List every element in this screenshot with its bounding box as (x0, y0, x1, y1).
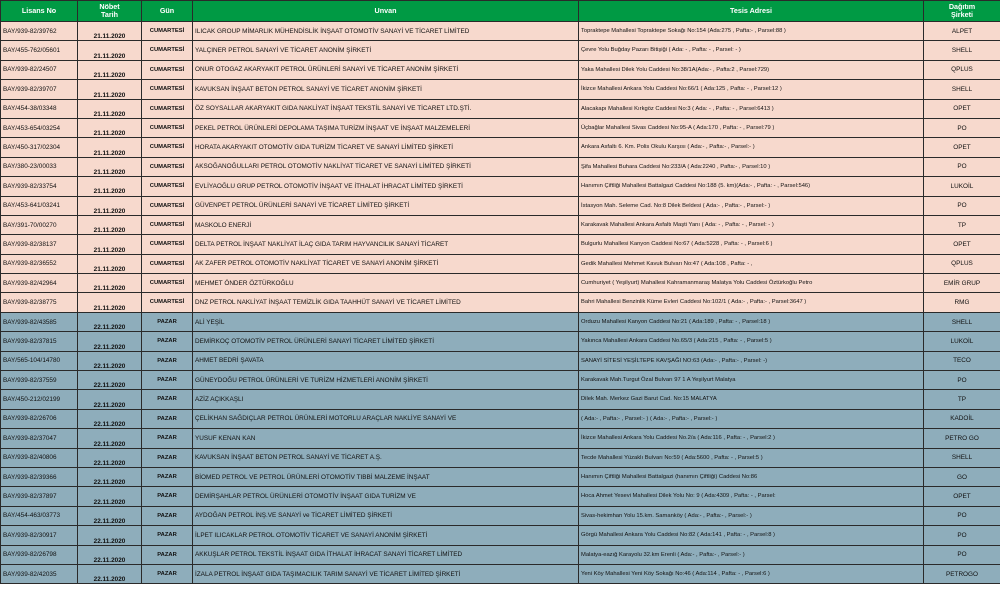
cell-lisans: BAY/450-212/02199 (1, 390, 78, 409)
cell-lisans: BAY/939-82/39762 (1, 22, 78, 41)
cell-lisans: BAY/453-654/03254 (1, 118, 78, 137)
cell-tarih: 22.11.2020 (78, 467, 142, 486)
cell-gun: PAZAR (142, 312, 193, 331)
cell-gun: PAZAR (142, 390, 193, 409)
cell-adres: ( Ada:- , Pafta:- , Parsel:- ) ( Ada:- , Pafta:- , Parsel:- ) (579, 409, 924, 428)
cell-gun: PAZAR (142, 409, 193, 428)
table-row (1, 235, 1000, 254)
cell-lisans: BAY/939-82/39366 (1, 467, 78, 486)
cell-adres: Yaka Mahallesi Dilek Yolu Caddesi No:38/1A(Ada:- , Pafta:2 , Parsel:729) (579, 60, 924, 79)
cell-tarih: 22.11.2020 (78, 351, 142, 370)
table-row (1, 22, 1000, 41)
header-dagitim (924, 1, 1000, 22)
cell-tarih: 21.11.2020 (78, 60, 142, 79)
cell-gun: CUMARTESİ (142, 41, 193, 60)
cell-dagitim: ALPET (924, 22, 1000, 41)
cell-tarih: 22.11.2020 (78, 448, 142, 467)
cell-lisans: BAY/454-38/03348 (1, 99, 78, 118)
cell-lisans: BAY/939-82/39707 (1, 80, 78, 99)
cell-dagitim: QPLUS (924, 254, 1000, 273)
cell-unvan: İZALA PETROL İNŞAAT GIDA TAŞIMACILIK TARIM SANAYİ VE TİCARET LİMİTED ŞİRKETİ (193, 564, 579, 583)
cell-lisans: BAY/939-82/30917 (1, 526, 78, 545)
cell-tarih: 22.11.2020 (78, 409, 142, 428)
cell-dagitim: SHELL (924, 41, 1000, 60)
cell-lisans: BAY/939-82/42964 (1, 274, 78, 293)
cell-unvan: DELTA PETROL İNŞAAT NAKLİYAT İLAÇ GIDA TARIM HAYVANCILIK SANAYİ TİCARET (193, 235, 579, 254)
cell-gun: PAZAR (142, 564, 193, 583)
table-row (1, 526, 1000, 545)
cell-unvan: MASKOLO ENERJİ (193, 215, 579, 234)
cell-adres: Görgü Mahallesi Ankara Yolu Caddesi No:82 ( Ada:141 , Pafta: - , Parsel:8 ) (579, 526, 924, 545)
cell-adres: Dilek Mah. Merkez Gazi Barut Cad. No:15 MALATYA (579, 390, 924, 409)
cell-tarih: 21.11.2020 (78, 196, 142, 215)
table-row (1, 409, 1000, 428)
cell-lisans: BAY/565-104/14780 (1, 351, 78, 370)
cell-adres: Yeni Köy Mahallesi Yeni Köy Sokağı No:46 ( Ada:114 , Pafta: - , Parsel:6 ) (579, 564, 924, 583)
cell-tarih: 21.11.2020 (78, 118, 142, 137)
cell-dagitim: GO (924, 467, 1000, 486)
cell-gun: CUMARTESİ (142, 196, 193, 215)
cell-adres: Gedik Mahallesi Mehmet Kavuk Bulvarı No:47 ( Ada:108 , Pafta: - , (579, 254, 924, 273)
cell-gun: CUMARTESİ (142, 274, 193, 293)
cell-adres: Topraktepe Mahallesi Topraktepe Sokağı No:154 (Ada:275 , Pafta:- , Parsel:88 ) (579, 22, 924, 41)
cell-lisans: BAY/939-82/43585 (1, 312, 78, 331)
table-row (1, 80, 1000, 99)
cell-dagitim: OPET (924, 99, 1000, 118)
cell-gun: PAZAR (142, 506, 193, 525)
cell-gun: CUMARTESİ (142, 293, 193, 312)
cell-lisans: BAY/939-82/42035 (1, 564, 78, 583)
cell-gun: PAZAR (142, 448, 193, 467)
cell-gun: CUMARTESİ (142, 254, 193, 273)
table-row (1, 332, 1000, 351)
cell-adres: İkizce Mahallesi Ankara Yolu Caddesi No:66/1 ( Ada:125 , Pafta: - , Parsel:12 ) (579, 80, 924, 99)
cell-lisans: BAY/939-82/33754 (1, 177, 78, 196)
cell-adres: Hoca Ahmet Yesevi Mahallesi Dilek Yolu No: 9 ( Ada:4309 , Pafta: - , Parsel: (579, 487, 924, 506)
header-unvan: Unvan (193, 1, 579, 22)
cell-lisans: BAY/939-82/24507 (1, 60, 78, 79)
cell-lisans: BAY/939-82/37559 (1, 371, 78, 390)
cell-unvan: KAVUKSAN İNŞAAT BETON PETROL SANAYİ VE TİCARET ANONİM ŞİRKETİ (193, 80, 579, 99)
cell-tarih: 21.11.2020 (78, 254, 142, 273)
cell-unvan: BİOMED PETROL VE PETROL ÜRÜNLERİ OTOMOTİV TIBBİ MALZEME İNŞAAT (193, 467, 579, 486)
table-row (1, 448, 1000, 467)
cell-tarih: 22.11.2020 (78, 487, 142, 506)
cell-lisans: BAY/455-762/05601 (1, 41, 78, 60)
cell-gun: CUMARTESİ (142, 80, 193, 99)
table-row (1, 390, 1000, 409)
cell-lisans: BAY/453-641/03241 (1, 196, 78, 215)
table-row (1, 41, 1000, 60)
cell-adres: Çevre Yolu Buğday Pazarı Bitişiği ( Ada: - , Pafta: - , Parsel: - ) (579, 41, 924, 60)
cell-lisans: BAY/939-82/38775 (1, 293, 78, 312)
table-row (1, 506, 1000, 525)
cell-lisans: BAY/939-82/37815 (1, 332, 78, 351)
cell-dagitim: RMG (924, 293, 1000, 312)
header-dagitim-line2: Şirketi (951, 10, 973, 19)
table-row (1, 196, 1000, 215)
table-row (1, 312, 1000, 331)
cell-adres: Alacakapı Mahallesi Kırkgöz Caddesi No:3 ( Ada: - , Pafta: - , Parsel:6413 ) (579, 99, 924, 118)
cell-tarih: 21.11.2020 (78, 235, 142, 254)
cell-gun: CUMARTESİ (142, 235, 193, 254)
cell-gun: PAZAR (142, 351, 193, 370)
cell-gun: CUMARTESİ (142, 60, 193, 79)
cell-unvan: PEKEL PETROL ÜRÜNLERİ DEPOLAMA TAŞIMA TURİZM İNŞAAT VE İNŞAAT MALZEMELERİ (193, 118, 579, 137)
cell-unvan: AYDOĞAN PETROL İNŞ.VE SANAYİ ve TİCARET LİMİTED ŞİRKETİ (193, 506, 579, 525)
cell-tarih: 22.11.2020 (78, 332, 142, 351)
cell-tarih: 21.11.2020 (78, 22, 142, 41)
table-row (1, 351, 1000, 370)
cell-dagitim: OPET (924, 235, 1000, 254)
cell-lisans: BAY/939-82/36552 (1, 254, 78, 273)
cell-adres: Hanımın Çiftliği Mahallesi Battalgazi Caddesi No:188 (5. km)(Ada:- , Pafta: - , Parsel:546) (579, 177, 924, 196)
cell-adres: Şifa Mahallesi Buhara Caddesi No:233/A ( Ada:2240 , Pafta:- , Parsel:10 ) (579, 157, 924, 176)
cell-dagitim: KADOİL (924, 409, 1000, 428)
cell-adres: Tecde Mahallesi Yüzaklı Bulvarı No:59 ( Ada:5600 , Pafta: - , Parsel:5 ) (579, 448, 924, 467)
table-row (1, 157, 1000, 176)
cell-adres: Hanımın Çiftliği Mahallesi Battalgazi (hanımın Çiftliği) Caddesi No:86 (579, 467, 924, 486)
cell-dagitim: LUKOİL (924, 177, 1000, 196)
cell-tarih: 21.11.2020 (78, 80, 142, 99)
cell-gun: PAZAR (142, 332, 193, 351)
cell-unvan: DNZ PETROL NAKLİYAT İNŞAAT TEMİZLİK GIDA TAAHHÜT SANAYİ VE TİCARET LİMİTED (193, 293, 579, 312)
cell-dagitim: PO (924, 506, 1000, 525)
header-dagitim-line1: Dağıtım (948, 2, 976, 12)
table-row (1, 99, 1000, 118)
header-gun: Gün (142, 1, 193, 22)
cell-gun: CUMARTESİ (142, 138, 193, 157)
cell-lisans: BAY/380-23/00033 (1, 157, 78, 176)
table-row (1, 293, 1000, 312)
cell-unvan: GÜNEYDOĞU PETROL ÜRÜNLERİ VE TURİZM HİZMETLERİ ANONİM ŞİRKETİ (193, 371, 579, 390)
cell-lisans: BAY/454-463/03773 (1, 506, 78, 525)
cell-dagitim: SHELL (924, 312, 1000, 331)
cell-adres: Yakınca Mahallesi Ankara Caddesi No.65/3 ( Ada:215 , Pafta: - , Parsel:5 ) (579, 332, 924, 351)
cell-tarih: 22.11.2020 (78, 545, 142, 564)
cell-unvan: ILICAK GROUP MİMARLIK MÜHENDİSLİK İNŞAAT OTOMOTİV SANAYİ VE TİCARET LİMİTED (193, 22, 579, 41)
cell-unvan: YALÇINER PETROL SANAYİ VE TİCARET ANONİM ŞİRKETİ (193, 41, 579, 60)
cell-unvan: DEMİRŞAHLAR PETROL ÜRÜNLERİ OTOMOTİV İNŞAAT GIDA TURİZM VE (193, 487, 579, 506)
table-row (1, 177, 1000, 196)
cell-unvan: İLPET ILICAKLAR PETROL OTOMOTİV TİCARET VE SANAYİ ANONİM ŞİRKETİ (193, 526, 579, 545)
cell-tarih: 21.11.2020 (78, 99, 142, 118)
cell-unvan: EVLİYAOĞLU GRUP PETROL OTOMOTİV İNŞAAT VE İTHALAT İHRACAT LİMİTED ŞİRKETİ (193, 177, 579, 196)
cell-adres: Ankara Asfaltı 6. Km. Polis Okulu Karşısı ( Ada:- , Pafta:- , Parsel:- ) (579, 138, 924, 157)
cell-tarih: 22.11.2020 (78, 390, 142, 409)
cell-gun: CUMARTESİ (142, 177, 193, 196)
cell-dagitim: SHELL (924, 80, 1000, 99)
cell-tarih: 21.11.2020 (78, 293, 142, 312)
cell-tarih: 22.11.2020 (78, 371, 142, 390)
cell-unvan: KAVUKSAN İNŞAAT BETON PETROL SANAYİ VE TİCARET A.Ş. (193, 448, 579, 467)
cell-unvan: HORATA AKARYAKIT OTOMOTİV GIDA TURİZM TİCARET VE SANAYİ LİMİTED ŞİRKETİ (193, 138, 579, 157)
cell-tarih: 21.11.2020 (78, 157, 142, 176)
cell-tarih: 21.11.2020 (78, 215, 142, 234)
cell-gun: PAZAR (142, 487, 193, 506)
table-row (1, 215, 1000, 234)
cell-dagitim: PO (924, 545, 1000, 564)
cell-adres: Orduzu Mahallesi Kanyon Caddesi No:21 ( Ada:189 , Pafta: - , Parsel:18 ) (579, 312, 924, 331)
table-row (1, 254, 1000, 273)
cell-tarih: 22.11.2020 (78, 312, 142, 331)
cell-unvan: ÇELİKHAN SAĞDIÇLAR PETROL ÜRÜNLERİ MOTORLU ARAÇLAR NAKLİYE SANAYİ VE (193, 409, 579, 428)
table-row (1, 371, 1000, 390)
cell-gun: PAZAR (142, 429, 193, 448)
cell-adres: İkizce Mahallesi Ankara Yolu Caddesi No.2/a ( Ada:116 , Pafta: - , Parsel:2 ) (579, 429, 924, 448)
cell-tarih: 22.11.2020 (78, 506, 142, 525)
cell-tarih: 21.11.2020 (78, 138, 142, 157)
cell-gun: CUMARTESİ (142, 118, 193, 137)
cell-dagitim: OPET (924, 138, 1000, 157)
cell-gun: CUMARTESİ (142, 22, 193, 41)
cell-dagitim: SHELL (924, 448, 1000, 467)
cell-dagitim: PO (924, 196, 1000, 215)
cell-dagitim: TP (924, 215, 1000, 234)
table-row (1, 429, 1000, 448)
cell-lisans: BAY/939-82/26706 (1, 409, 78, 428)
cell-adres: Karakavak Mahallesi Ankara Asfaltı Maşti Yanı ( Ada: - , Pafta: - , Parsel: - ) (579, 215, 924, 234)
table-row (1, 118, 1000, 137)
cell-adres: Üçbağlar Mahallesi Sivas Caddesi No:95-A ( Ada:170 , Pafta: - , Parsel:79 ) (579, 118, 924, 137)
table-row (1, 487, 1000, 506)
cell-gun: CUMARTESİ (142, 99, 193, 118)
cell-adres: İstasyon Mah. Seleme Cad. No:8 Dilek Beldesi ( Ada:- , Pafta:- , Parsel:- ) (579, 196, 924, 215)
cell-tarih: 21.11.2020 (78, 177, 142, 196)
table-row (1, 564, 1000, 583)
cell-dagitim: TECO (924, 351, 1000, 370)
cell-dagitim: EMİR GRUP (924, 274, 1000, 293)
cell-lisans: BAY/391-70/00270 (1, 215, 78, 234)
cell-adres: Malatya-eazığ Karayolu 32.km Erenli ( Ada:- , Pafta:- , Parsel:- ) (579, 545, 924, 564)
table-row (1, 138, 1000, 157)
cell-dagitim: LUKOİL (924, 332, 1000, 351)
cell-adres: Karakavak Mah.Turgut Özal Bulvarı 97 1 A Yeşilyurt Malatya (579, 371, 924, 390)
cell-tarih: 22.11.2020 (78, 526, 142, 545)
cell-unvan: AK ZAFER PETROL OTOMOTİV NAKLİYAT TİCARET VE SANAYİ ANONİM ŞİRKETİ (193, 254, 579, 273)
header-adres: Tesis Adresi (579, 1, 924, 22)
header-lisans: Lisans No (1, 1, 78, 22)
cell-lisans: BAY/939-82/40806 (1, 448, 78, 467)
cell-adres: SANAYİ SİTESİ YEŞİLTEPE KAVŞAĞI NO:63 (Ada:- , Pafta:- , Parsel: -) (579, 351, 924, 370)
cell-adres: Sivas-hekimhan Yolu 15.km. Samanköy ( Ada:- , Pafta:- , Parsel:- ) (579, 506, 924, 525)
cell-unvan: AHMET BEDRİ ŞAVATA (193, 351, 579, 370)
cell-gun: CUMARTESİ (142, 215, 193, 234)
cell-lisans: BAY/939-82/37897 (1, 487, 78, 506)
cell-tarih: 22.11.2020 (78, 564, 142, 583)
table-row (1, 545, 1000, 564)
cell-tarih: 21.11.2020 (78, 41, 142, 60)
header-row (1, 1, 1000, 22)
cell-adres: Bahri Mahallesi Benzinlik Küme Evleri Caddesi No:102/1 ( Ada:- , Pafta:- , Parsel:3647 ) (579, 293, 924, 312)
cell-gun: PAZAR (142, 526, 193, 545)
header-tarih (78, 1, 142, 22)
table-row (1, 274, 1000, 293)
cell-unvan: DEMİRKOÇ OTOMOTİV PETROL ÜRÜNLERİ SANAYİ TİCARET LİMİTED ŞİRKETİ (193, 332, 579, 351)
cell-unvan: AKKUŞLAR PETROL TEKSTİL İNŞAAT GIDA İTHALAT İHRACAT SANAYİ TİCARET LİMİTED (193, 545, 579, 564)
cell-dagitim: QPLUS (924, 60, 1000, 79)
cell-unvan: ONUR OTOGAZ AKARYAKIT PETROL ÜRÜNLERİ SANAYİ VE TİCARET ANONİM ŞİRKETİ (193, 60, 579, 79)
cell-dagitim: PETRO GO (924, 429, 1000, 448)
table-row (1, 60, 1000, 79)
cell-unvan: YUSUF KENAN KAN (193, 429, 579, 448)
cell-tarih: 22.11.2020 (78, 429, 142, 448)
cell-adres: Cumhuriyet ( Yeşilyurt) Mahallesi Kahramanmaraş Malatya Yolu Caddesi Öztürkoğlu Petro (579, 274, 924, 293)
cell-gun: PAZAR (142, 467, 193, 486)
cell-gun: PAZAR (142, 371, 193, 390)
header-tarih-line2: Tarih (100, 10, 119, 19)
cell-unvan: ALİ YEŞİL (193, 312, 579, 331)
cell-dagitim: TP (924, 390, 1000, 409)
cell-unvan: GÜVENPET PETROL ÜRÜNLERİ SANAYİ VE TİCARET LİMİTED ŞİRKETİ (193, 196, 579, 215)
cell-dagitim: PETROGO (924, 564, 1000, 583)
cell-lisans: BAY/939-82/38137 (1, 235, 78, 254)
cell-dagitim: OPET (924, 487, 1000, 506)
cell-dagitim: PO (924, 118, 1000, 137)
cell-lisans: BAY/939-82/26798 (1, 545, 78, 564)
cell-dagitim: PO (924, 371, 1000, 390)
cell-gun: PAZAR (142, 545, 193, 564)
cell-tarih: 21.11.2020 (78, 274, 142, 293)
cell-unvan: AZİZ AÇIKKAŞLI (193, 390, 579, 409)
table-body (1, 22, 1000, 584)
cell-lisans: BAY/939-82/37047 (1, 429, 78, 448)
cell-unvan: ÖZ SOYSALLAR AKARYAKIT GIDA NAKLİYAT İNŞAAT TEKSTİL SANAYİ VE TİCARET LTD.ŞTİ. (193, 99, 579, 118)
cell-dagitim: PO (924, 526, 1000, 545)
header-tarih-line1: Nöbet (99, 2, 120, 12)
cell-unvan: AKSOĞANOĞULLARI PETROL OTOMOTİV NAKLİYAT TİCARET VE SANAYİ LİMİTED ŞİRKETİ (193, 157, 579, 176)
cell-adres: Bulgurlu Mahallesi Kanyon Caddesi No:67 ( Ada:5228 , Pafta: - , Parsel:6 ) (579, 235, 924, 254)
cell-dagitim: PO (924, 157, 1000, 176)
table-row (1, 467, 1000, 486)
cell-unvan: MEHMET ÖNDER ÖZTÜRKOĞLU (193, 274, 579, 293)
cell-lisans: BAY/450-317/02304 (1, 138, 78, 157)
cell-gun: CUMARTESİ (142, 157, 193, 176)
